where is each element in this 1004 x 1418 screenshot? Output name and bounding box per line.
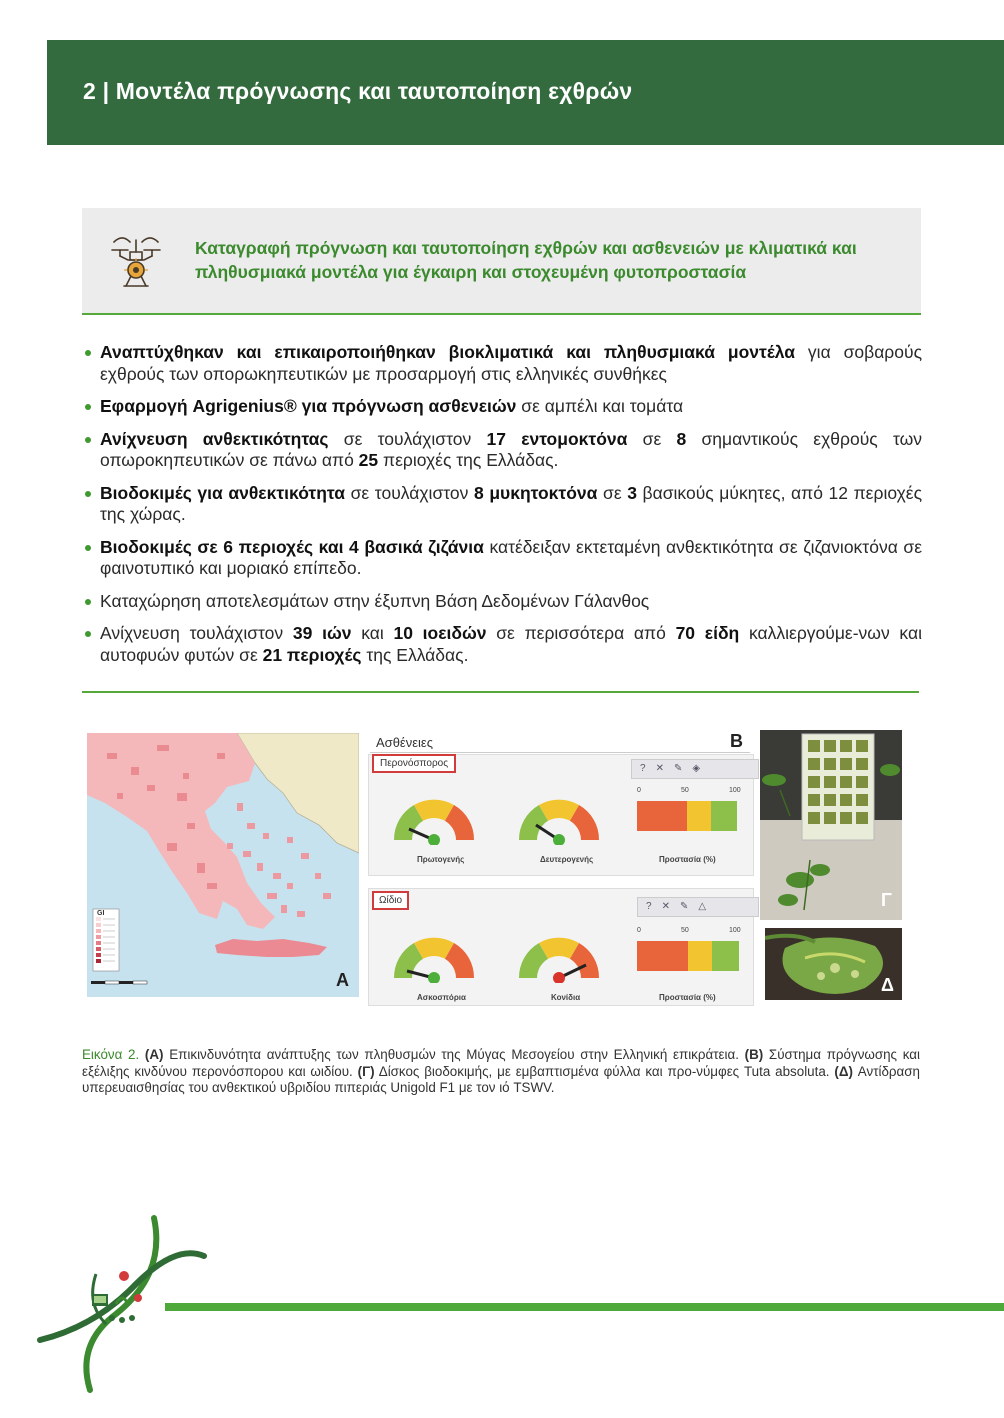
figure-b-label: B xyxy=(730,731,743,751)
figure-d-leaf-photo xyxy=(765,928,902,1000)
panel-name-box: Ωίδιο xyxy=(372,891,409,910)
edit-icon[interactable]: ✎ xyxy=(679,901,699,912)
warning-icon[interactable]: △ xyxy=(698,901,717,912)
gauge-label: Κονίδια xyxy=(551,993,581,1002)
section-divider xyxy=(82,691,919,693)
panel-toolbar xyxy=(637,897,759,917)
panel-downy-mildew xyxy=(368,754,754,876)
tools-icon[interactable]: ✕ xyxy=(661,901,680,912)
panel-toolbar xyxy=(631,759,759,779)
list-item: Ανίχνευση τουλάχιστον 39 ιών και 10 ιοειδών σε περισσότερα από 70 είδη καλλιεργούμε-νων και αυτοφυών φυτών σε 21 περιοχές της Ελλάδας. xyxy=(82,623,922,666)
protection-bar xyxy=(637,801,737,831)
bar-label: Προστασία (%) xyxy=(659,855,716,864)
protection-bar xyxy=(637,941,739,971)
figure-a-map xyxy=(87,733,359,997)
gauge-label: Πρωτογενής xyxy=(417,855,465,864)
panel-powdery-mildew xyxy=(368,888,754,1006)
figure-c-label: Γ xyxy=(881,890,892,910)
page-title: 2 | Μοντέλα πρόγνωσης και ταυτοποίηση εχθρών xyxy=(83,78,633,104)
summary-text: Καταγραφή πρόγνωση και ταυτοποίηση εχθρών και ασθενειών με κλιματικά και πληθυσμιακά μοντέλα για έγκαιρη και στοχευμένη φυτοπροστασία xyxy=(195,238,857,282)
list-item: Ανίχνευση ανθεκτικότητας σε τουλάχιστον 17 εντομοκτόνα σε 8 σημαντικούς εχθρούς των οπωροκηπευτικών σε πάνω από 25 περιοχές της Ελλάδας. xyxy=(82,429,922,472)
bar-label: Προστασία (%) xyxy=(659,993,716,1002)
legend-title: GI xyxy=(97,910,105,917)
figure-a-label: A xyxy=(336,970,349,990)
tick-label: 100 xyxy=(729,927,741,934)
settings-icon[interactable]: ◈ xyxy=(692,763,711,774)
gauge-primary xyxy=(389,785,479,845)
figure-b-forecast xyxy=(368,728,752,1004)
list-item: Εφαρμογή Agrigenius® για πρόγνωση ασθενειών σε αμπέλι και τομάτα xyxy=(82,396,922,418)
footer-line xyxy=(165,1303,1004,1311)
figure-caption: Εικόνα 2. (A) Επικινδυνότητα ανάπτυξης των πληθυσμών της Μύγας Μεσογείου στην Ελληνική επικράτεια. (B) Σύστημα πρόγνωσης και εξέλιξης κινδύνου περονόσπορου και ωιδίου. (Γ) Δίσκος βιοδοκιμής, με εμβαπτισμένα φύλλα και προ-νύμφες Tuta absoluta. (Δ) Αντίδραση υπερευαισθησίας του ανθεκτικού υβριδίου πιπεριάς Unigold F1 με τον ιό TSWV. xyxy=(82,1047,920,1095)
gauge-conidia xyxy=(514,923,604,983)
gauge-ascospores xyxy=(389,923,479,983)
page-header xyxy=(47,40,1004,145)
figure-d-label: Δ xyxy=(881,975,894,995)
results-list xyxy=(82,342,922,677)
gauge-secondary xyxy=(514,785,604,845)
list-item: Βιοδοκιμές για ανθεκτικότητα σε τουλάχιστον 8 μυκητοκτόνα σε 3 βασικούς μύκητες, από 12 περιοχές της χώρας. xyxy=(82,483,922,526)
tools-icon[interactable]: ✕ xyxy=(655,763,674,774)
tick-label: 100 xyxy=(729,787,741,794)
drone-icon xyxy=(108,230,164,290)
help-icon[interactable]: ? xyxy=(640,763,656,774)
panel-name-box: Περονόσπορος xyxy=(372,754,456,773)
gauge-label: Δευτερογενής xyxy=(540,855,594,864)
tick-label: 50 xyxy=(681,787,689,794)
help-icon[interactable]: ? xyxy=(646,901,662,912)
summary-box xyxy=(82,208,921,315)
greece-risk-map xyxy=(87,733,359,997)
gauge-label: Ασκοσπόρια xyxy=(417,993,466,1002)
list-item: Βιοδοκιμές σε 6 περιοχές και 4 βασικά ζιζάνια κατέδειξαν εκτεταμένη ανθεκτικότητα σε ζιζανιοκτόνα σε φαινοτυπικό και μοριακό επίπεδο. xyxy=(82,537,922,580)
figure-c-bioassay-photo xyxy=(760,730,902,920)
edit-icon[interactable]: ✎ xyxy=(673,763,693,774)
tick-label: 0 xyxy=(637,927,641,934)
tick-label: 50 xyxy=(681,927,689,934)
list-item: Αναπτύχθηκαν και επικαιροποιήθηκαν βιοκλιματικά και πληθυσμιακά μοντέλα για σοβαρούς εχθρούς των οπορωκηπευτικών με προσαρμογή στις ελληνικές συνθήκες xyxy=(82,342,922,385)
dna-plant-logo-icon xyxy=(36,1214,216,1394)
forecast-title: Ασθένειες xyxy=(376,735,433,750)
tick-label: 0 xyxy=(637,787,641,794)
list-item: Καταχώρηση αποτελεσμάτων στην έξυπνη Βάση Δεδομένων Γάλανθος xyxy=(82,591,922,613)
